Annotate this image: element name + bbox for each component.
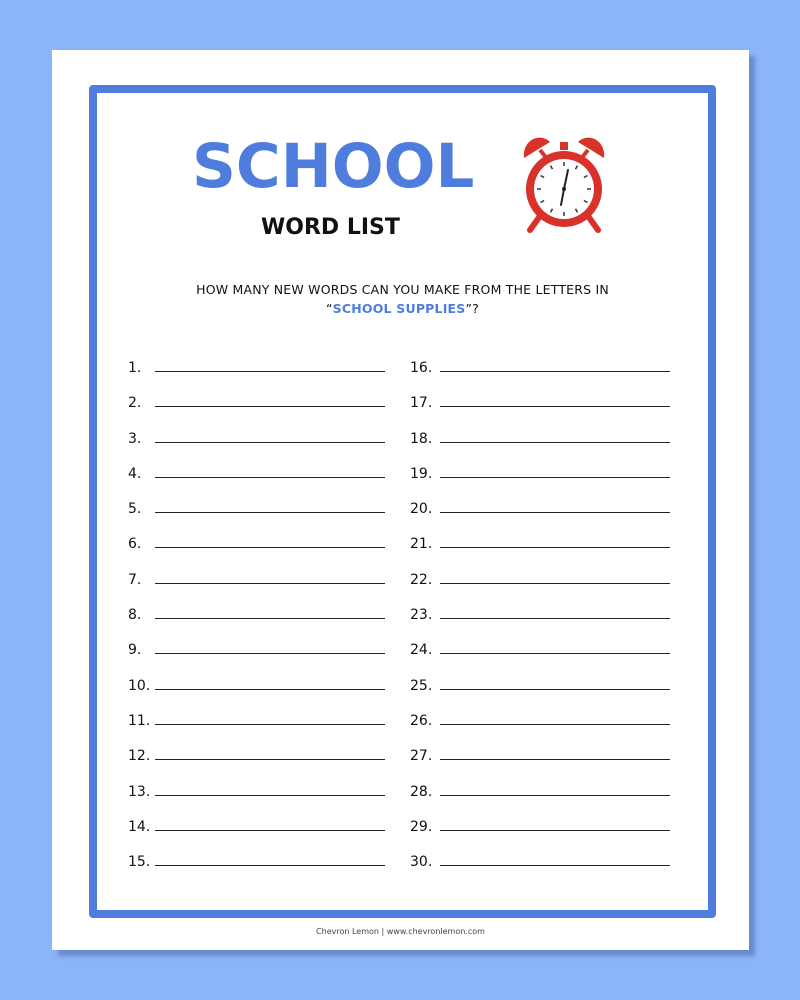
- answer-blank-line[interactable]: [155, 583, 385, 584]
- entry-number: 25.: [410, 677, 433, 694]
- entry-number: 30.: [410, 854, 433, 871]
- word-entry-row: [128, 568, 408, 603]
- word-entry-row: [410, 709, 690, 744]
- entry-number: 15.: [128, 854, 151, 871]
- entry-number: 9.: [128, 642, 142, 659]
- page-subtitle: WORD LIST: [261, 215, 400, 240]
- word-list-left-column: [128, 356, 408, 885]
- instruction-text: [89, 280, 716, 318]
- entry-number: 3.: [128, 430, 142, 447]
- answer-blank-line[interactable]: [440, 583, 670, 584]
- answer-blank-line[interactable]: [440, 512, 670, 513]
- entry-number: 16.: [410, 360, 433, 376]
- entry-number: 18.: [410, 430, 433, 447]
- answer-blank-line[interactable]: [440, 724, 670, 725]
- entry-number: 17.: [410, 395, 433, 412]
- entry-number: 12.: [128, 748, 151, 765]
- entry-number: 5.: [128, 501, 142, 518]
- entry-number: 11.: [128, 712, 151, 729]
- instruction-line-1: HOW MANY NEW WORDS CAN YOU MAKE FROM THE LETTERS IN: [196, 282, 609, 297]
- entry-number: 29.: [410, 818, 433, 835]
- entry-number: 1.: [128, 360, 142, 376]
- highlighted-phrase: SCHOOL SUPPLIES: [332, 301, 466, 316]
- answer-blank-line[interactable]: [440, 477, 670, 478]
- word-entry-row: [128, 744, 408, 779]
- entry-number: 23.: [410, 607, 433, 624]
- entry-number: 26.: [410, 712, 433, 729]
- open-quote: “: [325, 301, 333, 316]
- entry-number: 27.: [410, 748, 433, 765]
- entry-number: 13.: [128, 783, 151, 800]
- word-entry-row: [128, 427, 408, 462]
- word-entry-row: [410, 462, 690, 497]
- word-entry-row: [128, 391, 408, 426]
- answer-blank-line[interactable]: [155, 371, 385, 372]
- entry-number: 6.: [128, 536, 142, 553]
- word-entry-row: [410, 497, 690, 532]
- word-entry-row: [410, 391, 690, 426]
- word-entry-row: [128, 709, 408, 744]
- answer-blank-line[interactable]: [155, 442, 385, 443]
- entry-number: 19.: [410, 465, 433, 482]
- word-entry-row: [410, 427, 690, 462]
- answer-blank-line[interactable]: [440, 618, 670, 619]
- answer-blank-line[interactable]: [155, 689, 385, 690]
- entry-number: 10.: [128, 677, 151, 694]
- word-entry-row: [128, 356, 408, 391]
- entry-number: 20.: [410, 501, 433, 518]
- answer-blank-line[interactable]: [155, 795, 385, 796]
- instruction-line-2: [89, 299, 716, 318]
- answer-blank-line[interactable]: [440, 406, 670, 407]
- word-entry-row: [128, 674, 408, 709]
- answer-blank-line[interactable]: [440, 759, 670, 760]
- entry-number: 2.: [128, 395, 142, 412]
- entry-number: 4.: [128, 465, 142, 482]
- entry-number: 8.: [128, 607, 142, 624]
- answer-blank-line[interactable]: [440, 371, 670, 372]
- word-entry-row: [128, 532, 408, 567]
- answer-blank-line[interactable]: [155, 512, 385, 513]
- answer-blank-line[interactable]: [155, 865, 385, 866]
- answer-blank-line[interactable]: [155, 406, 385, 407]
- entry-number: 22.: [410, 571, 433, 588]
- word-entry-row: [128, 497, 408, 532]
- word-entry-row: [128, 603, 408, 638]
- word-entry-row: [128, 638, 408, 673]
- answer-blank-line[interactable]: [440, 653, 670, 654]
- answer-blank-line[interactable]: [155, 618, 385, 619]
- answer-blank-line[interactable]: [440, 830, 670, 831]
- word-entry-row: [410, 638, 690, 673]
- answer-blank-line[interactable]: [440, 689, 670, 690]
- footer-credit: Chevron Lemon | www.chevronlemon.com: [316, 927, 485, 936]
- word-entry-row: [410, 850, 690, 885]
- word-entry-row: [410, 603, 690, 638]
- entry-number: 24.: [410, 642, 433, 659]
- word-entry-row: [410, 674, 690, 709]
- page-title: SCHOOL: [192, 131, 475, 202]
- word-entry-row: [410, 780, 690, 815]
- answer-blank-line[interactable]: [155, 724, 385, 725]
- answer-blank-line[interactable]: [440, 442, 670, 443]
- entry-number: 21.: [410, 536, 433, 553]
- answer-blank-line[interactable]: [155, 547, 385, 548]
- word-entry-row: [128, 780, 408, 815]
- alarm-clock-icon: [518, 130, 610, 240]
- entry-number: 28.: [410, 783, 433, 800]
- answer-blank-line[interactable]: [440, 795, 670, 796]
- word-entry-row: [410, 815, 690, 850]
- entry-number: 7.: [128, 571, 142, 588]
- answer-blank-line[interactable]: [155, 653, 385, 654]
- word-entry-row: [128, 850, 408, 885]
- word-list-right-column: [410, 356, 690, 885]
- entry-number: 14.: [128, 818, 151, 835]
- answer-blank-line[interactable]: [440, 547, 670, 548]
- word-entry-row: [410, 568, 690, 603]
- word-entry-row: [410, 532, 690, 567]
- word-entry-row: [410, 744, 690, 779]
- answer-blank-line[interactable]: [155, 759, 385, 760]
- answer-blank-line[interactable]: [155, 830, 385, 831]
- close-quote: ”?: [465, 301, 480, 316]
- word-entry-row: [128, 815, 408, 850]
- answer-blank-line[interactable]: [155, 477, 385, 478]
- word-entry-row: [128, 462, 408, 497]
- word-entry-row: [410, 356, 690, 391]
- worksheet-page: [52, 50, 749, 950]
- answer-blank-line[interactable]: [440, 865, 670, 866]
